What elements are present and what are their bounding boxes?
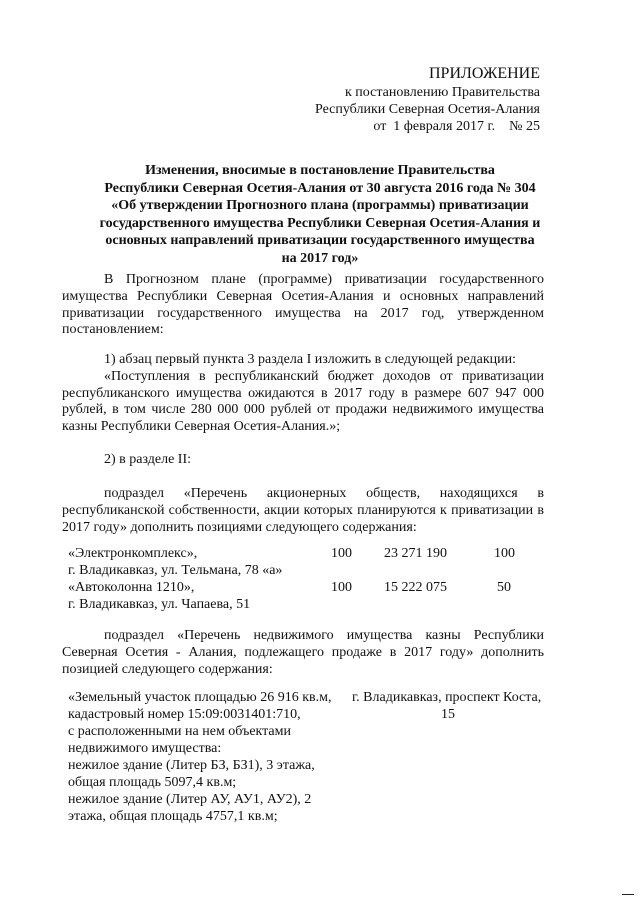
heading-line: «Об утверждении Прогнозного плана (программы) приватизации: [111, 198, 529, 213]
company-address: г. Владикавказ, ул. Тельмана, 78 «а»: [68, 563, 283, 578]
property-line: этажа, общая площадь 4757,1 кв.м;: [68, 809, 278, 824]
appendix-line-3: от 1 февраля 2017 г. № 25: [373, 119, 540, 134]
item-2-header: 2) в разделе II:: [104, 452, 192, 467]
heading-line: Изменения, вносимые в постановление Правительства: [145, 163, 495, 178]
intro-paragraph: [62, 272, 544, 339]
sub-1-text: подраздел «Перечень акционерных обществ, находящихся в республиканской собственности, акции которых планируются к приватизации в 2017 году» дополнить позициями следующего содержания:: [62, 486, 544, 535]
property-location: г. Владикавказ, проспект Коста,: [352, 690, 542, 705]
property-line: недвижимого имущества:: [68, 741, 222, 756]
item-2-sub-1: [62, 486, 544, 536]
item-1-text: «Поступления в республиканский бюджет доходов от приватизации республиканского имущества ожидаются в 2017 году в размере 607 947 000 рублей, в том числе 280 000 000 рублей от продажи недвижимого имущества казны Республики Северная Осетия-Алания.»;: [62, 368, 544, 435]
heading-line: основных направлений приватизации государственного имущества: [105, 233, 535, 248]
property-line: кадастровый номер 15:09:0031401:710,: [68, 707, 301, 722]
property-line: общая площадь 5097,4 кв.м;: [68, 775, 237, 790]
company-address: г. Владикавказ, ул. Чапаева, 51: [68, 597, 251, 612]
property-line: с расположенными на нем объектами: [68, 724, 292, 739]
company-sale-share: 100: [494, 546, 515, 561]
appendix-line-2: Республики Северная Осетия-Алания: [315, 102, 540, 117]
property-line: нежилое здание (Литер АУ, АУ1, АУ2), 2: [68, 792, 312, 807]
document-heading: [70, 162, 570, 267]
appendix-block: [315, 64, 540, 135]
property-line: «Земельный участок площадью 26 916 кв.м,: [68, 690, 332, 705]
heading-line: на 2017 год»: [281, 250, 359, 266]
company-value: 15 222 075: [384, 580, 447, 595]
appendix-title: ПРИЛОЖЕНИЕ: [428, 65, 540, 82]
item-2-header-block: [62, 452, 544, 469]
property-location-number: 15: [441, 707, 455, 722]
sub-2-text: подраздел «Перечень недвижимого имущества казны Республики Северная Осетия - Алания, подлежащего продаже в 2017 году» дополнить позицией следующего содержания:: [62, 628, 544, 677]
company-name: «Электронкомплекс»,: [68, 546, 198, 561]
appendix-line-1: к постановлению Правительства: [344, 85, 540, 100]
company-share: 100: [331, 546, 352, 561]
property-line: нежилое здание (Литер БЗ, БЗ1), 3 этажа,: [68, 758, 315, 773]
company-name: «Автоколонна 1210»,: [68, 580, 195, 595]
page-edge-mark: [622, 894, 634, 895]
item-1: [62, 352, 544, 436]
heading-line: Республики Северная Осетия-Алания от 30 августа 2016 года № 304: [104, 180, 536, 196]
company-share: 100: [331, 580, 352, 595]
company-sale-share: 50: [497, 580, 511, 595]
company-value: 23 271 190: [384, 546, 447, 561]
heading-line: государственного имущества Республики Северная Осетия-Алания и: [99, 215, 541, 231]
intro-text: В Прогнозном плане (программе) приватизации государственного имущества Республики Северная Осетия-Алания и основных направлений приватизации государственного имущества на 2017 год, утвержденном постановлением:: [62, 272, 544, 338]
item-2-sub-2: [62, 628, 544, 678]
item-1-header: 1) абзац первый пункта 3 раздела I изложить в следующей редакции:: [104, 352, 517, 367]
